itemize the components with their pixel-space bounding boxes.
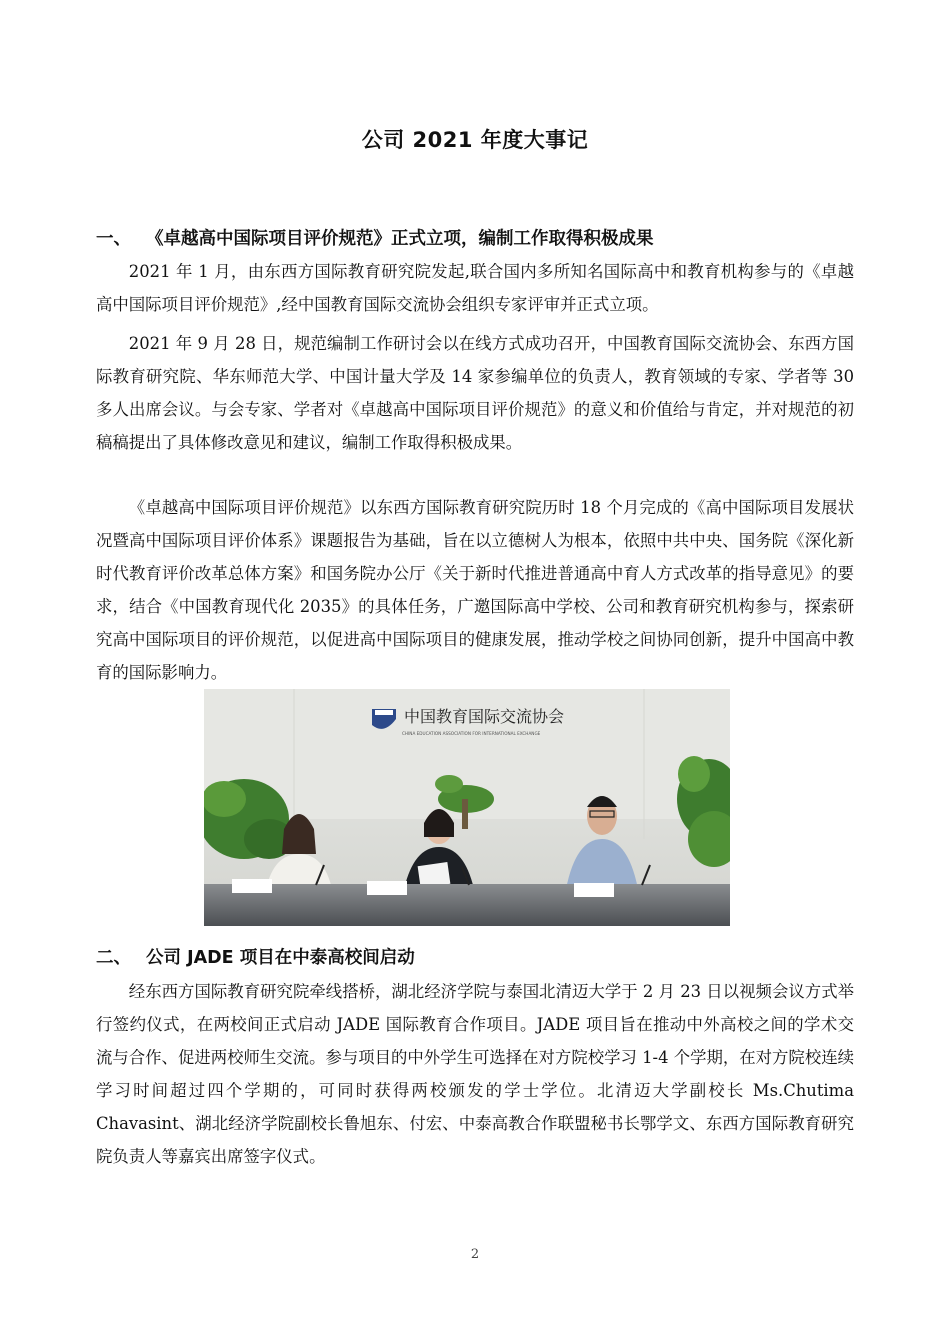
- name-plate-left: [232, 879, 272, 893]
- name-plate-center: [367, 881, 407, 895]
- page-number: 2: [470, 1247, 480, 1262]
- document-title: 公司 2021 年度大事记: [361, 128, 589, 152]
- wall-sign-english: CHINA EDUCATION ASSOCIATION FOR INTERNATIONAL EXCHANGE: [402, 731, 541, 736]
- section-2-paragraph-1: 经东西方国际教育研究院牵线搭桥，湖北经济学院与泰国北清迈大学于 2 月 23 日以视频会议方式举行签约仪式，在两校间正式启动 JADE 国际教育合作项目。JADE 项目旨在推动中外高校之间的学术交流与合作、促进两校师生交流。参与项目的中外学生可选择在对方院校学习 1-4 个学期，在对方院校连续学习时间超过四个学期的，可同时获得两校颁发的学士学位。北清迈大学副校长 Ms.Chutima Chavasint、湖北经济学院副校长鲁旭东、付宏、中泰高教合作联盟秘书长鄂学文、东西方国际教育研究院负责人等嘉宾出席签字仪式。: [96, 982, 854, 1166]
- conference-photo-illustration: [204, 689, 730, 926]
- section-1-heading: [96, 225, 856, 250]
- name-plate-right: [574, 883, 614, 897]
- conference-table: [204, 884, 730, 926]
- section-1-number: 一、: [96, 229, 131, 249]
- section-2-title: 公司 JADE 项目在中泰高校间启动: [146, 948, 415, 968]
- section-2-number: 二、: [96, 948, 131, 968]
- wall-sign-chinese: 中国教育国际交流协会: [404, 707, 565, 726]
- section-2-heading: [96, 944, 856, 969]
- section-1-paragraph-1: 2021 年 1 月，由东西方国际教育研究院发起,联合国内多所知名国际高中和教育机构参与的《卓越高中国际项目评价规范》,经中国教育国际交流协会组织专家评审并正式立项。: [96, 262, 854, 314]
- conference-photo: [204, 689, 730, 926]
- section-1-title: 《卓越高中国际项目评价规范》正式立项，编制工作取得积极成果: [146, 229, 654, 249]
- section-1-paragraph-2: 2021 年 9 月 28 日，规范编制工作研讨会以在线方式成功召开，中国教育国际交流协会、东西方国际教育研究院、华东师范大学、中国计量大学及 14 家参编单位的负责人，教育领域的专家、学者等 30 多人出席会议。与会专家、学者对《卓越高中国际项目评价规范》的意义和价值给与肯定，并对规范的初稿稿提出了具体修改意见和建议，编制工作取得积极成果。: [96, 334, 854, 452]
- section-1-paragraph-3: 《卓越高中国际项目评价规范》以东西方国际教育研究院历时 18 个月完成的《高中国际项目发展状况暨高中国际项目评价体系》课题报告为基础，旨在以立德树人为根本，依照中共中央、国务院《深化新时代教育评价改革总体方案》和国务院办公厅《关于新时代推进普通高中育人方式改革的指导意见》的要求，结合《中国教育现代化 2035》的具体任务，广邀国际高中学校、公司和教育研究机构参与，探索研究高中国际项目的评价规范，以促进高中国际项目的健康发展，推动学校之间协同创新，提升中国高中教育的国际影响力。: [96, 498, 854, 682]
